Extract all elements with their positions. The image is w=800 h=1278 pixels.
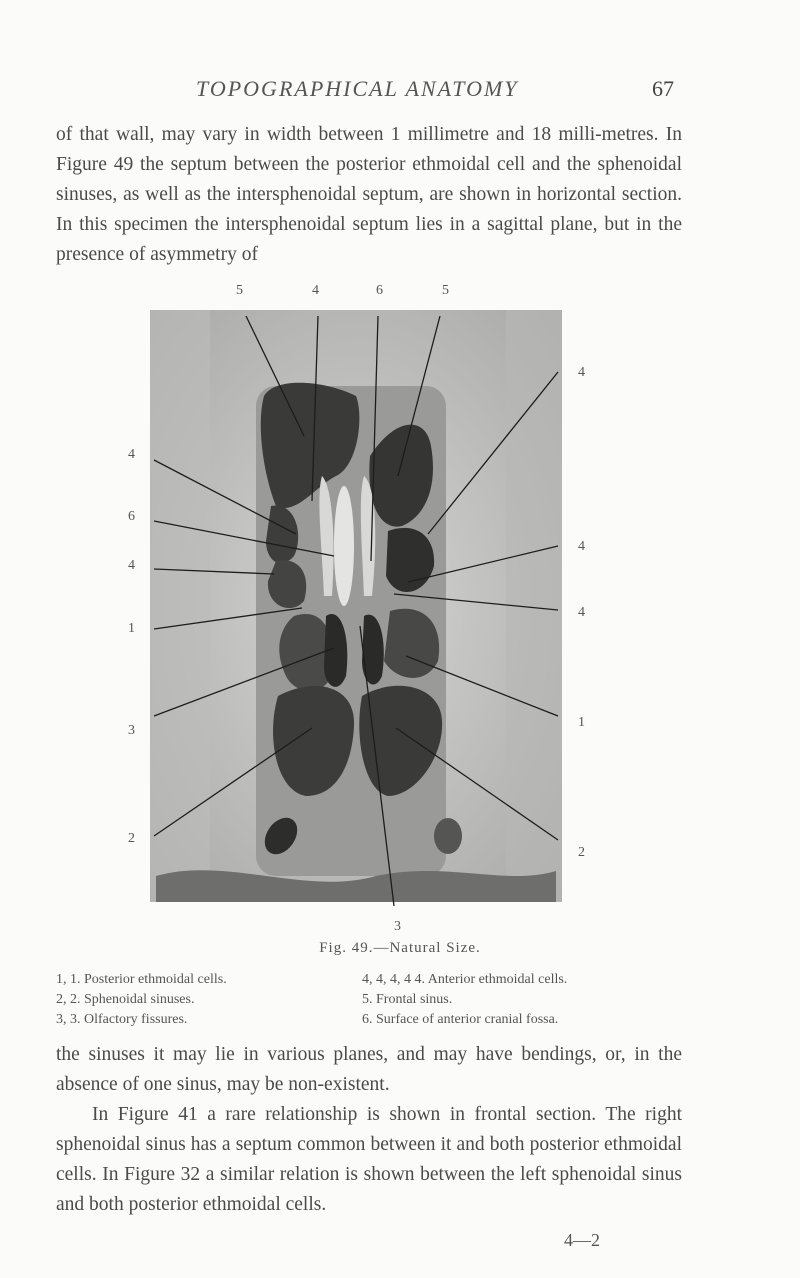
paragraph-second: In Figure 41 a rare relationship is shown in frontal section. The right sphenoidal sinus has a septum common between it and both posterior ethmoidal cells. In Figure 32 a similar relation is shown between the left sphenoidal sinus and both posterior ethmoidal cells.	[56, 1104, 682, 1215]
bottom-label: 3	[394, 919, 401, 934]
legend-item: 3, 3. Olfactory fissures.	[56, 1012, 188, 1027]
legend-item: 4, 4, 4, 4 4. Anterior ethmoidal cells.	[362, 972, 568, 987]
right-label: 4	[578, 365, 585, 380]
top-label: 5	[236, 283, 243, 298]
left-label: 6	[128, 509, 135, 524]
right-label: 4	[578, 539, 585, 554]
page-number: 67	[652, 76, 674, 101]
top-label: 6	[376, 283, 383, 298]
paragraph-top: of that wall, may vary in width between 1 millimetre and 18 milli-metres. In Figure 49 the septum between the posterior ethmoidal cell and the sphenoidal sinuses, as well as the intersphenoidal septum, are shown in horizontal section. In this specimen the intersphenoidal septum lies in a sagittal plane, but in the presence of asymmetry of	[56, 124, 682, 265]
top-label: 4	[312, 283, 319, 298]
right-label: 2	[578, 845, 585, 860]
legend-left	[56, 970, 227, 1030]
left-label: 1	[128, 621, 135, 636]
legend-item: 6. Surface of anterior cranial fossa.	[362, 1012, 559, 1027]
signature-mark: 4—2	[564, 1230, 600, 1250]
anatomical-figure	[126, 276, 606, 936]
left-label: 4	[128, 558, 135, 573]
running-title: TOPOGRAPHICAL ANATOMY	[196, 76, 519, 101]
legend-item: 2, 2. Sphenoidal sinuses.	[56, 992, 195, 1007]
figure-caption: Fig. 49.—Natural Size.	[319, 940, 481, 956]
left-label: 4	[128, 447, 135, 462]
right-label: 4	[578, 605, 585, 620]
running-head	[0, 76, 800, 106]
left-label: 3	[128, 723, 135, 738]
legend-item: 5. Frontal sinus.	[362, 992, 453, 1007]
right-label: 1	[578, 715, 585, 730]
legend-right	[362, 970, 567, 1030]
legend-item: 1, 1. Posterior ethmoidal cells.	[56, 972, 227, 987]
top-label: 5	[442, 283, 449, 298]
left-label: 2	[128, 831, 135, 846]
paragraph-continuation: the sinuses it may lie in various planes, and may have bendings, or, in the absence of one sinus, may be non-existent.	[56, 1044, 682, 1095]
